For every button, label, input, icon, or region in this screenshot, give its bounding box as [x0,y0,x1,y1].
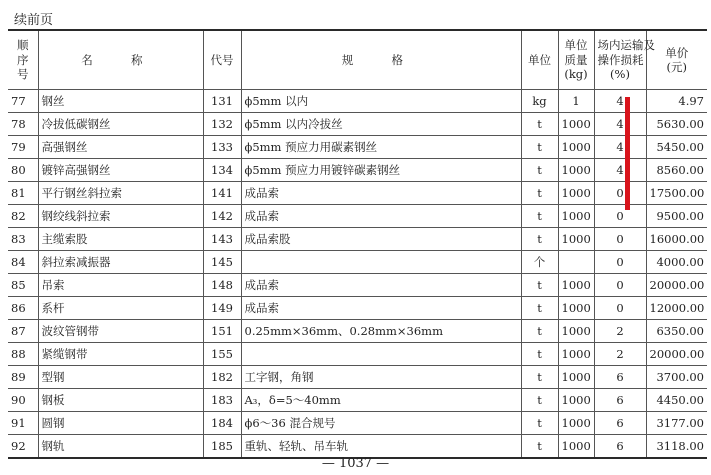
cell-unit-mass: 1000 [558,435,594,459]
cell-unit: t [521,182,558,205]
table-row [8,412,707,435]
table-row [8,182,707,205]
header-spec: 规 格 [241,30,521,90]
header-name: 名 称 [38,30,203,90]
cell-unit-mass: 1000 [558,320,594,343]
cell-spec: 重轨、轻轨、吊车轨 [241,435,521,459]
cell-unit-price: 3118.00 [646,435,707,459]
cell-unit: t [521,435,558,459]
cell-spec: A₃，δ=5～40mm [241,389,521,412]
cell-unit-price: 4000.00 [646,251,707,274]
cell-name: 波纹管钢带 [38,320,203,343]
cell-loss-rate: 0 [594,228,646,251]
cell-sequence: 86 [8,297,38,320]
cell-loss-rate: 0 [594,274,646,297]
cell-sequence: 82 [8,205,38,228]
cell-unit: t [521,205,558,228]
cell-unit: t [521,136,558,159]
table-row [8,228,707,251]
cell-spec [241,251,521,274]
cell-sequence: 80 [8,159,38,182]
cell-spec: ϕ5mm 以内冷拔丝 [241,113,521,136]
cell-unit-price: 6350.00 [646,320,707,343]
cell-loss-rate: 4 [594,159,646,182]
cell-code: 143 [203,228,241,251]
cell-unit-price: 4.97 [646,90,707,113]
cell-code: 185 [203,435,241,459]
table-row [8,251,707,274]
cell-spec [241,343,521,366]
cell-code: 134 [203,159,241,182]
cell-unit-mass: 1000 [558,113,594,136]
cell-unit-mass: 1000 [558,366,594,389]
cell-code: 182 [203,366,241,389]
cell-unit-price: 3177.00 [646,412,707,435]
cell-sequence: 84 [8,251,38,274]
material-price-table [8,29,707,459]
cell-spec: 成品索 [241,297,521,320]
header-unit-mass: 单位 质量 (kg) [558,30,594,90]
cell-spec: ϕ5mm 预应力用碳素钢丝 [241,136,521,159]
table-row [8,343,707,366]
cell-unit: t [521,159,558,182]
cell-loss-rate: 6 [594,412,646,435]
cell-unit: t [521,274,558,297]
cell-unit-mass: 1000 [558,389,594,412]
red-annotation-mark [625,97,630,210]
cell-name: 钢板 [38,389,203,412]
cell-code: 149 [203,297,241,320]
header-loss-rate: 场内运输及 操作损耗 (%) [594,30,646,90]
cell-spec: ϕ5mm 预应力用镀锌碳素钢丝 [241,159,521,182]
cell-unit-price: 16000.00 [646,228,707,251]
cell-unit-mass: 1000 [558,228,594,251]
table-row [8,159,707,182]
cell-unit: t [521,389,558,412]
cell-unit-mass: 1000 [558,343,594,366]
cell-unit-price: 4450.00 [646,389,707,412]
cell-sequence: 88 [8,343,38,366]
cell-unit-mass: 1 [558,90,594,113]
cell-loss-rate: 6 [594,366,646,389]
cell-sequence: 81 [8,182,38,205]
cell-name: 系杆 [38,297,203,320]
header-unit-price: 单价 (元) [646,30,707,90]
cell-spec: ϕ6～36 混合规号 [241,412,521,435]
cell-loss-rate: 6 [594,435,646,459]
cell-spec: 成品索 [241,274,521,297]
header-code: 代号 [203,30,241,90]
cell-code: 132 [203,113,241,136]
cell-name: 平行钢丝斜拉索 [38,182,203,205]
cell-spec: ϕ5mm 以内 [241,90,521,113]
cell-spec: 成品索 [241,205,521,228]
cell-unit: t [521,297,558,320]
cell-sequence: 83 [8,228,38,251]
cell-code: 151 [203,320,241,343]
cell-name: 紧缆钢带 [38,343,203,366]
cell-sequence: 85 [8,274,38,297]
cell-name: 镀锌高强钢丝 [38,159,203,182]
table-row [8,366,707,389]
cell-code: 142 [203,205,241,228]
cell-sequence: 77 [8,90,38,113]
cell-code: 133 [203,136,241,159]
cell-unit: t [521,228,558,251]
cell-spec: 成品索股 [241,228,521,251]
cell-unit: t [521,320,558,343]
cell-unit-price: 5630.00 [646,113,707,136]
cell-loss-rate: 2 [594,343,646,366]
cell-unit: kg [521,90,558,113]
cell-name: 吊索 [38,274,203,297]
cell-unit: t [521,366,558,389]
cell-unit-price: 3700.00 [646,366,707,389]
cell-loss-rate: 0 [594,182,646,205]
continued-caption: 续前页 [14,13,54,28]
cell-loss-rate: 0 [594,297,646,320]
cell-unit-mass: 1000 [558,274,594,297]
cell-loss-rate: 4 [594,113,646,136]
cell-loss-rate: 2 [594,320,646,343]
cell-code: 184 [203,412,241,435]
cell-code: 141 [203,182,241,205]
cell-unit-price: 12000.00 [646,297,707,320]
cell-sequence: 90 [8,389,38,412]
header-row [8,30,707,90]
cell-sequence: 89 [8,366,38,389]
cell-unit-price: 17500.00 [646,182,707,205]
cell-name: 钢轨 [38,435,203,459]
cell-unit-price: 5450.00 [646,136,707,159]
cell-sequence: 79 [8,136,38,159]
cell-unit: t [521,412,558,435]
table-row [8,90,707,113]
cell-unit: 个 [521,251,558,274]
table-row [8,274,707,297]
cell-unit-price: 20000.00 [646,343,707,366]
cell-name: 冷拔低碳钢丝 [38,113,203,136]
cell-sequence: 91 [8,412,38,435]
cell-sequence: 92 [8,435,38,459]
cell-loss-rate: 0 [594,205,646,228]
cell-spec: 工字钢，角钢 [241,366,521,389]
cell-unit-price: 9500.00 [646,205,707,228]
table-body [8,90,707,459]
cell-unit: t [521,113,558,136]
cell-unit-price: 20000.00 [646,274,707,297]
table-row [8,389,707,412]
table-row [8,113,707,136]
cell-code: 155 [203,343,241,366]
cell-unit-mass: 1000 [558,297,594,320]
cell-unit-mass [558,251,594,274]
cell-name: 高强钢丝 [38,136,203,159]
cell-loss-rate: 0 [594,251,646,274]
cell-unit-mass: 1000 [558,182,594,205]
cell-unit-mass: 1000 [558,412,594,435]
page-number: — 1037 — [321,456,390,471]
cell-spec: 0.25mm×36mm、0.28mm×36mm [241,320,521,343]
cell-code: 183 [203,389,241,412]
table-row [8,435,707,459]
cell-name: 钢丝 [38,90,203,113]
cell-code: 148 [203,274,241,297]
cell-name: 斜拉索减振器 [38,251,203,274]
table-row [8,297,707,320]
cell-sequence: 87 [8,320,38,343]
cell-unit-mass: 1000 [558,205,594,228]
table-row [8,320,707,343]
cell-code: 131 [203,90,241,113]
cell-sequence: 78 [8,113,38,136]
cell-name: 钢绞线斜拉索 [38,205,203,228]
cell-name: 圆钢 [38,412,203,435]
cell-unit: t [521,343,558,366]
header-sequence: 顺 序 号 [8,30,38,90]
cell-unit-mass: 1000 [558,159,594,182]
cell-code: 145 [203,251,241,274]
table-row [8,136,707,159]
table-row [8,205,707,228]
cell-unit-mass: 1000 [558,136,594,159]
cell-loss-rate: 6 [594,389,646,412]
cell-name: 主缆索股 [38,228,203,251]
cell-unit-price: 8560.00 [646,159,707,182]
cell-loss-rate: 4 [594,90,646,113]
header-unit: 单位 [521,30,558,90]
cell-name: 型钢 [38,366,203,389]
cell-loss-rate: 4 [594,136,646,159]
cell-spec: 成品索 [241,182,521,205]
